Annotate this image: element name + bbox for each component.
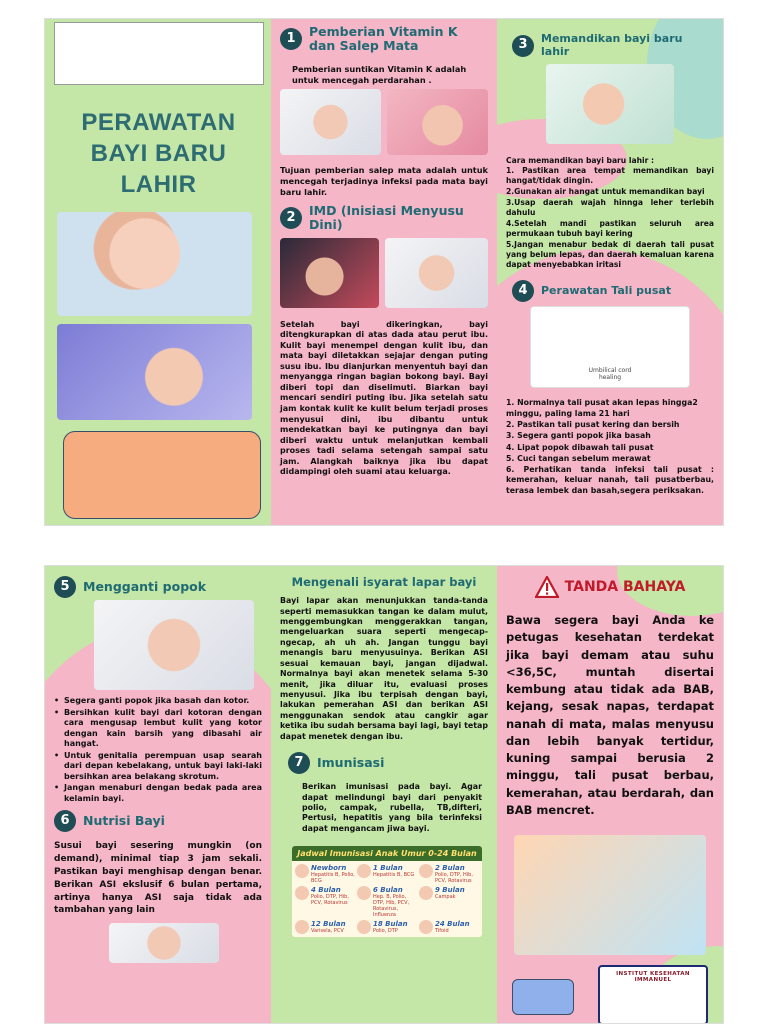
section-5-title: Mengganti popok: [83, 578, 207, 594]
baby-bath-photo: [57, 324, 252, 420]
brochure-page-2: [44, 565, 724, 1024]
bath-steps: [506, 166, 714, 270]
section-6-number: 6: [54, 810, 76, 832]
umbilical-cord-label: Umbilical cord healing: [588, 367, 632, 382]
hunger-title: Mengenali isyarat lapar bayi: [291, 575, 477, 589]
bath-step: 4.Setelah mandi pastikan seluruh area permukaan tubuh bayi kering: [506, 219, 714, 239]
schedule-cell: 12 Bulan Varisela, PCV: [295, 920, 355, 934]
schedule-cell: 9 Bulan Campak: [419, 886, 479, 918]
umbilical-cord-photo: [530, 306, 690, 388]
schedule-cell: 1 Bulan Hepatitis B, BCG: [357, 864, 417, 884]
diaper-nutrition-panel: [45, 566, 271, 1023]
section-3-number: 3: [512, 35, 534, 57]
section-4-heading: [512, 280, 714, 302]
section-6-title: Nutrisi Bayi: [83, 813, 165, 829]
diaper-change-photo: [94, 600, 254, 690]
schedule-cell: Newborn Hepatitis B, Polio, BCG: [295, 864, 355, 884]
cord-step: 2. Pastikan tali pusat kering dan bersih: [506, 420, 680, 430]
schedule-cell: 4 Bulan Polio, DTP, Hib, PCV, Rotavirus: [295, 886, 355, 918]
diaper-item: • Bersihkan kulit bayi dari kotoran dengan cara mengusap lembut kulit yang kotor dengan kain barsih yang dibasahi air hangat.: [54, 708, 262, 750]
cord-steps: [506, 398, 714, 496]
sleeping-baby-photo: [57, 212, 252, 316]
danger-signs-panel: [497, 566, 723, 1023]
imd-text: Setelah bayi dikeringkan, bayi ditengkurapkan di atas dada atau perut ibu. Kulit bayi menempel dengan kulit ibu, dan mata bayi diletakkan sejajar dengan puting susu ibu. Ibu dianjurkan menyentuh bayi dan menyangga ringan bagian bokong bayi. Bayi diberi topi dan diselimuti. Biarkan bayi mencari sendiri puting ibu. Jika setelah satu jam kontak kulit ke kulit belum terjadi proses menyusui dini, ibu dibantu untuk mendekatkan bayi ke putingnya dan bayi diberi waktu untuk melanjutkan kembali proses tadi selama setengah sampai satu jam. Alangkah baiknya jika ibu dapat didampingi oleh suami atau keluarga.: [280, 319, 488, 477]
cover-title: PERAWATAN BAYI BARU LAHIR: [81, 109, 236, 199]
schedule-grid: [292, 861, 482, 937]
schedule-cell: 18 Bulan Polio, DTP: [357, 920, 417, 934]
bath-cord-panel: [497, 19, 723, 525]
section-6-heading: [54, 810, 262, 832]
institute-logo-text: INSTITUT KESEHATAN IMMANUEL: [616, 971, 690, 983]
section-1-heading: [280, 25, 488, 54]
bath-step: 2.Gunakan air hangat untuk memandikan bayi: [506, 187, 705, 197]
diaper-list: [54, 696, 262, 804]
blue-label-box: [512, 979, 574, 1015]
section-2-heading: [280, 204, 488, 233]
brochure-page-1: [44, 18, 724, 526]
vitamin-imd-panel: [271, 19, 497, 525]
danger-heading: [506, 576, 714, 598]
section-7-heading: [288, 752, 488, 774]
danger-title: TANDA BAHAYA: [564, 579, 686, 595]
imd-photo-2: [385, 238, 488, 308]
bath-step: 3.Usap daerah wajah hinnga leher terlebih dahulu: [506, 198, 714, 218]
section-2-title: IMD (Inisiasi Menyusu Dini): [309, 202, 464, 233]
bath-intro: Cara memandikan bayi baru lahir :: [506, 156, 655, 166]
blank-label-box: [54, 22, 264, 85]
nutrition-text: Susui bayi sesering mungkin (on demand), minimal tiap 3 jam sekali. Pastikan bayi menghisap dengan benar. Berikan ASI ekslusif 6 bulan pertama, artinya hanya ASI saja tidak ada tambahan yang lain: [54, 841, 262, 916]
section-1-number: 1: [280, 28, 302, 50]
section-5-number: 5: [54, 576, 76, 598]
schedule-cell: 24 Bulan Tifoid: [419, 920, 479, 934]
schedule-title: Jadwal Imunisasi Anak Umur 0-24 Bulan: [292, 846, 482, 861]
cord-step: 4. Lipat popok dibawah tali pusat: [506, 442, 654, 452]
danger-text: Bawa segera bayi Anda ke petugas kesehatan terdekat jika bayi demam atau suhu <36,5C, muntah disertai kembung atau tidak ada BAB, kejang, sesak napas, terdapat nanah di mata, malas menyusu dan lebih banyak tertidur, kuning sampai berusia 2 minggu, tali pusat berbau, kemerahan, atau berdarah, dan BAB mencret.: [506, 613, 714, 817]
diaper-item: • Segera ganti popok jika basah dan kotor.: [54, 696, 262, 707]
immunization-text: Berikan imunisasi pada bayi. Agar dapat melindungi bayi dari penyakit polio, campak, rubella, TB,difteri, Pertusi, hepatitis yang bila terinfeksi dapat mengancam jiwa bayi.: [302, 782, 482, 833]
cover-panel: [45, 19, 271, 525]
bath-step: 5.Jangan menabur bedak di daerah tali pusat yang belum lepas, dan daerah kemaluan karena dapat menyebabkan iritasi: [506, 240, 714, 270]
cord-step: 3. Segera ganti popok jika basah: [506, 431, 651, 441]
eye-ointment-photo: [387, 89, 488, 155]
cord-step: 6. Perhatikan tanda infeksi tali pusat : kemerahan, keluar nanah, tali pusatberbau, terasa lembek dan basah,segera periksakan.: [506, 465, 714, 495]
imd-photo-1: [280, 238, 379, 308]
breastfeeding-photo: [109, 923, 219, 963]
eye-ointment-text: Tujuan pemberian salep mata adalah untuk mencegah terjadinya infeksi pada mata bayi baru lahir.: [280, 165, 488, 198]
section-2-number: 2: [280, 207, 302, 229]
diaper-item: • Jangan menaburi dengan bedak pada area kelamin bayi.: [54, 783, 262, 804]
hunger-text: Bayi lapar akan menunjukkan tanda-tanda seperti memasukkan tangan ke dalam mulut, menggembungkan menggerakkan tangan, mengeluarkan suara seperti mengecap-ngecap, ah uh ah. Jangan tunggu bayi menangis baru menyusuinya. Berikan ASI sesuai kemauan bayi, jangan dijadwal. Normalnya bayi akan menetek selama 5-30 menit, jika diluar itu, evaluasi proses menyusui. Jika ibu terpisah dengan bayi, lakukan pemerahan ASI dan berikan ASI menggunakan sendok atau cangkir agar ketika ibu sudah bersama bayi lagi, bayi tetap dapat menetek dengan ibu.: [280, 596, 488, 741]
warning-icon: [535, 576, 559, 598]
immunization-schedule: [292, 846, 482, 937]
hunger-immunization-panel: [271, 566, 497, 1023]
section-7-title: Imunisasi: [317, 754, 385, 770]
section-4-number: 4: [512, 280, 534, 302]
bath-step: 1. Pastikan area tempat memandikan bayi hangat/tidak dingin.: [506, 166, 714, 186]
schedule-cell: 6 Bulan Hep. B, Polio, DTP, Hib, PCV, Rotavirus, Influenza: [357, 886, 417, 918]
cord-step: 5. Cuci tangan sebelum merawat: [506, 453, 651, 463]
hunger-heading: [280, 576, 488, 589]
section-3-title: Memandikan bayi baru lahir: [541, 32, 683, 58]
institute-logo: [598, 965, 708, 1023]
orange-label-box: [63, 431, 261, 519]
section-7-number: 7: [288, 752, 310, 774]
vitamin-k-text: Pemberian suntikan Vitamin K adalah untuk mencegah perdarahan .: [292, 63, 467, 85]
section-1-title: Pemberian Vitamin K dan Salep Mata: [309, 24, 458, 54]
section-3-heading: [512, 33, 714, 58]
vitamin-k-photo: [280, 89, 381, 155]
section-5-heading: [54, 576, 262, 598]
schedule-cell: 2 Bulan Polio, DTP, Hib, PCV, Rotavirus: [419, 864, 479, 884]
bathing-newborn-photo: [546, 64, 674, 144]
cord-step: 1. Normalnya tali pusat akan lepas hingga2 minggu, paling lama 21 hari: [506, 398, 698, 418]
section-4-title: Perawatan Tali pusat: [541, 284, 672, 298]
danger-signs-illustration: [514, 835, 706, 955]
diaper-item: • Untuk genitalia perempuan usap searah dari depan kebelakang, untuk bayi laki-laki bersihkan area belakang skrotum.: [54, 751, 262, 783]
